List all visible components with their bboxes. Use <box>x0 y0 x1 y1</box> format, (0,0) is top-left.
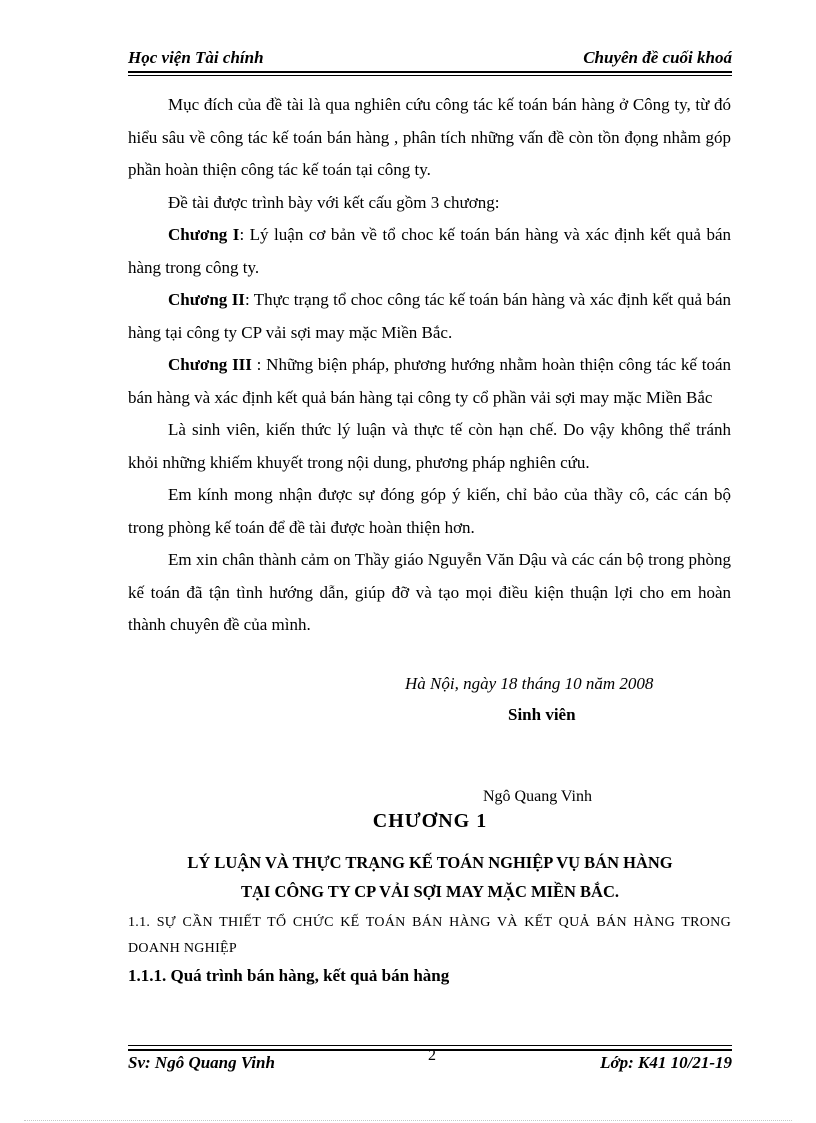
chapter-2-label: Chương II <box>168 290 245 309</box>
chapter-1-label: Chương I <box>168 225 240 244</box>
header-rule-thin <box>128 75 732 76</box>
footer-class: Lớp: K41 10/21-19 <box>600 1053 732 1072</box>
footer-student: Sv: Ngô Quang Vinh <box>128 1053 275 1072</box>
page-header <box>128 48 732 68</box>
chapter-heading: CHƯƠNG 1 <box>372 810 488 832</box>
page-footer <box>128 1053 732 1073</box>
chapter-2-text: : Thực trạng tổ choc công tác kế toán bán hàng và xác định kết quả bán hàng tại công ty CP vải sợi may mặc Miền Bắc. <box>128 290 731 342</box>
chapter-title <box>128 848 732 906</box>
paragraph-thanks: Em xin chân thành cảm on Thầy giáo Nguyễn Văn Dậu và các cán bộ trong phòng kế toán đã tận tình hướng dẫn, giúp đỡ và tạo mọi điều kiện thuận lợi cho em hoàn thành chuyên đề của mình. <box>128 550 731 634</box>
chapter-title-line-2: TẠI CÔNG TY CP VẢI SỢI MAY MẶC MIỀN BẮC. <box>240 882 619 901</box>
header-institution: Học viện Tài chính <box>128 48 264 67</box>
body-text <box>128 89 731 642</box>
paragraph-chapter-1 <box>128 219 731 284</box>
chapter-1-text: : Lý luận cơ bản về tổ choc kế toán bán hàng và xác định kết quả bán hàng trong công ty. <box>128 225 731 277</box>
signature-date: Hà Nội, ngày 18 tháng 10 năm 2008 <box>405 674 654 693</box>
paragraph-chapter-2 <box>128 284 731 349</box>
header-document-type: Chuyên đề cuối khoá <box>583 48 732 67</box>
paragraph-request: Em kính mong nhận được sự đóng góp ý kiến, chỉ bảo của thầy cô, các cán bộ trong phòng kế toán để đề tài được hoàn thiện hơn. <box>128 485 731 537</box>
header-rule <box>128 71 732 73</box>
paragraph-structure: Đề tài được trình bày với kết cấu gồm 3 chương: <box>168 192 500 212</box>
page-boundary-dots <box>24 1120 792 1121</box>
chapter-3-label: Chương III <box>168 355 252 374</box>
paragraph-limitations: Là sinh viên, kiến thức lý luận và thực tế còn hạn chế. Do vậy không thể tránh khỏi những khiếm khuyết trong nội dung, phương pháp nghiên cứu. <box>128 420 731 472</box>
signature-name: Ngô Quang Vinh <box>483 788 592 805</box>
footer-rule-thin <box>128 1045 732 1046</box>
chapter-title-line-1: LÝ LUẬN VÀ THỰC TRẠNG KẾ TOÁN NGHIỆP VỤ BÁN HÀNG <box>187 853 673 872</box>
paragraph-chapter-3 <box>128 349 731 414</box>
paragraph-purpose: Mục đích của đề tài là qua nghiên cứu công tác kế toán bán hàng ở Công ty, từ đó hiểu sâu về công tác kế toán bán hàng , phân tích những vấn đề còn tồn đọng nhằm góp phần hoàn thiện công tác kế toán tại công ty. <box>128 95 731 179</box>
chapter-3-text: : Những biện pháp, phương hướng nhằm hoàn thiện công tác kế toán bán hàng và xác định kết quả bán hàng tại công ty cổ phần vải sợi may mặc Miền Bắc <box>128 355 731 407</box>
signature-title: Sinh viên <box>508 705 576 724</box>
section-heading: 1.1. SỰ CẦN THIẾT TỔ CHỨC KẾ TOÁN BÁN HÀNG VÀ KẾT QUẢ BÁN HÀNG TRONG DOANH NGHIỆP <box>128 915 731 956</box>
page-number: 2 <box>428 1047 436 1064</box>
subsection-heading: 1.1.1. Quá trình bán hàng, kết quả bán hàng <box>128 966 450 985</box>
